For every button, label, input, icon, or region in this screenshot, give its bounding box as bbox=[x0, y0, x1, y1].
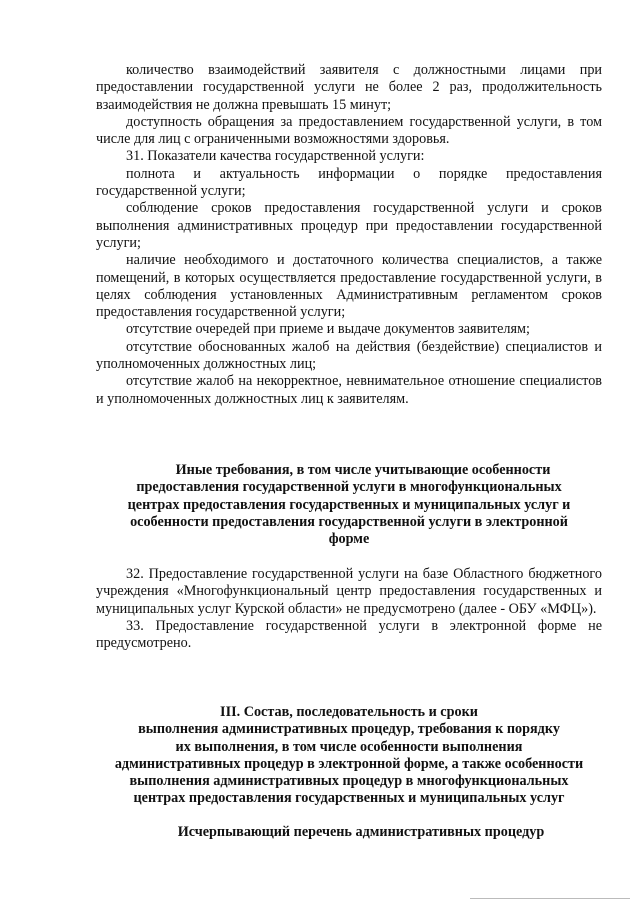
paragraph: отсутствие жалоб на некорректное, невнимательное отношение специалистов и уполномоченных должностных лиц к заявителям. bbox=[96, 373, 602, 407]
paragraph: отсутствие очередей при приеме и выдаче документов заявителям; bbox=[126, 321, 530, 338]
heading-line: их выполнения, в том числе особенности выполнения bbox=[175, 738, 523, 755]
paragraph: 33. Предоставление государственной услуги в электронной форме не предусмотрено. bbox=[96, 617, 602, 652]
section-heading-part-three bbox=[96, 704, 602, 808]
heading-line: предоставления государственной услуги в многофункциональных bbox=[136, 479, 562, 496]
paragraph: отсутствие обоснованных жалоб на действия (бездействие) специалистов и уполномоченных должностных лиц; bbox=[96, 338, 602, 373]
paragraph: наличие необходимого и достаточного количества специалистов, а также помещений, в которых осуществляется предоставление государственной услуги, в целях соблюдения установленных Административным регламентом сроков предоставления государственной услуги; bbox=[96, 252, 602, 321]
mfc-electronic-section bbox=[96, 566, 602, 652]
section-heading-procedures-list bbox=[96, 824, 602, 841]
heading-line: выполнения административных процедур в многофункциональных bbox=[129, 773, 569, 790]
paragraph: 31. Показатели качества государственной услуги: bbox=[126, 148, 425, 165]
heading-line: центрах предоставления государственных и муниципальных услуг bbox=[133, 790, 565, 807]
paragraph: полнота и актуальность информации о порядке предоставления государственной услуги; bbox=[96, 165, 602, 200]
heading-line: III. Состав, последовательность и сроки bbox=[220, 704, 478, 720]
heading-line: Иные требования, в том числе учитывающие особенности bbox=[175, 462, 551, 478]
section-heading-other-requirements bbox=[96, 462, 602, 548]
paragraph: доступность обращения за предоставлением государственной услуги, в том числе для лиц с ограниченными возможностями здоровья. bbox=[96, 113, 602, 148]
heading-line: форме bbox=[328, 531, 370, 548]
scan-artifact-line bbox=[470, 898, 630, 899]
paragraph: 32. Предоставление государственной услуги на базе Областного бюджетного учреждения «Многофункциональный центр предоставления государственных и муниципальных услуг Курской области» не предусмотрено (далее - ОБУ «МФЦ»). bbox=[96, 566, 602, 617]
heading-line: административных процедур в электронной форме, а также особенности bbox=[114, 755, 584, 772]
paragraph: количество взаимодействий заявителя с должностными лицами при предоставлении государственной услуги не более 2 раз, продолжительность взаимодействия не должна превышать 15 минут; bbox=[96, 62, 602, 113]
heading-line: особенности предоставления государственной услуги в электронной bbox=[130, 513, 568, 530]
heading-line: выполнения административных процедур, требования к порядку bbox=[138, 721, 560, 738]
heading-line: Исчерпывающий перечень административных процедур bbox=[177, 824, 545, 840]
quality-indicators-section bbox=[96, 62, 602, 408]
heading-line: центрах предоставления государственных и муниципальных услуг и bbox=[127, 496, 571, 513]
paragraph: соблюдение сроков предоставления государственной услуги и сроков выполнения административных процедур при предоставлении государственной услуги; bbox=[96, 200, 602, 251]
